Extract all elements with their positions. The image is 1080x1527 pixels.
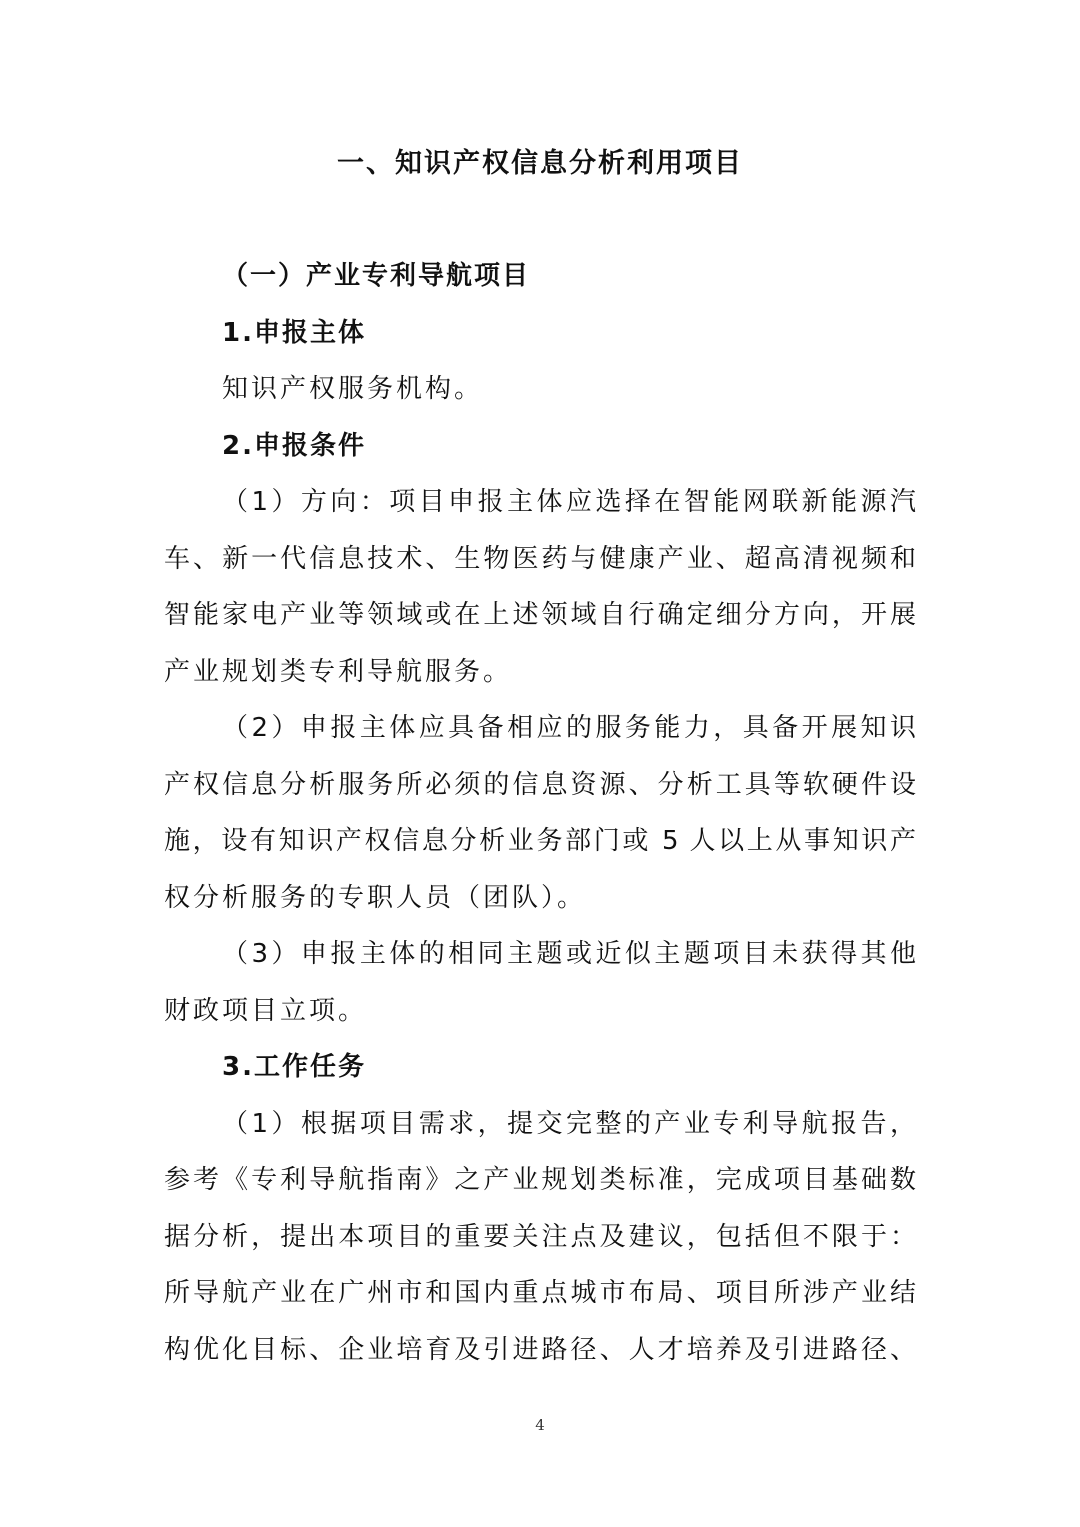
paragraph-line: （3）申报主体的相同主题或近似主题项目未获得其他 [222,939,916,969]
paragraph-line: 车、新一代信息技术、生物医药与健康产业、超高清视频和 [164,543,916,574]
document-title: 一、知识产权信息分析利用项目 [337,148,743,179]
paragraph-line: 构优化目标、企业培育及引进路径、人才培养及引进路径、 [164,1334,916,1365]
paragraph-line: 施，设有知识产权信息分析业务部门或 5 人以上从事知识产 [164,826,916,856]
paragraph-line: 产业规划类专利导航服务。 [164,656,513,687]
paragraph-condition-3 [164,926,924,1039]
paragraph-line: 产权信息分析服务所必须的信息资源、分析工具等软硬件设 [164,769,916,800]
subsection-heading-applicant: 1.申报主体 [222,317,366,348]
paragraph-task-1 [164,1096,924,1379]
paragraph-line: 所导航产业在广州市和国内重点城市布局、项目所涉产业结 [164,1278,916,1308]
paragraph-line: 权分析服务的专职人员（团队）。 [164,882,587,913]
paragraph-line: （2）申报主体应具备相应的服务能力，具备开展知识 [222,713,916,743]
paragraph-line: 财政项目立项。 [164,995,368,1026]
section-heading: （一）产业专利导航项目 [222,261,531,291]
paragraph-condition-2 [164,700,924,926]
paragraph-applicant: 知识产权服务机构。 [222,374,484,404]
paragraph-line: 参考《专利导航指南》之产业规划类标准，完成项目基础数 [164,1165,916,1195]
paragraph-line: 据分析，提出本项目的重要关注点及建议，包括但不限于： [164,1221,916,1252]
page-number: 4 [535,1416,545,1434]
paragraph-line: 智能家电产业等领域或在上述领域自行确定细分方向，开展 [164,600,916,630]
subsection-heading-tasks: 3.工作任务 [222,1052,366,1082]
document-body [164,248,924,1378]
subsection-heading-conditions: 2.申报条件 [222,430,366,461]
paragraph-line: （1）方向：项目申报主体应选择在智能网联新能源汽 [222,487,916,517]
paragraph-condition-1 [164,474,924,700]
paragraph-line: （1）根据项目需求，提交完整的产业专利导航报告， [222,1108,916,1139]
